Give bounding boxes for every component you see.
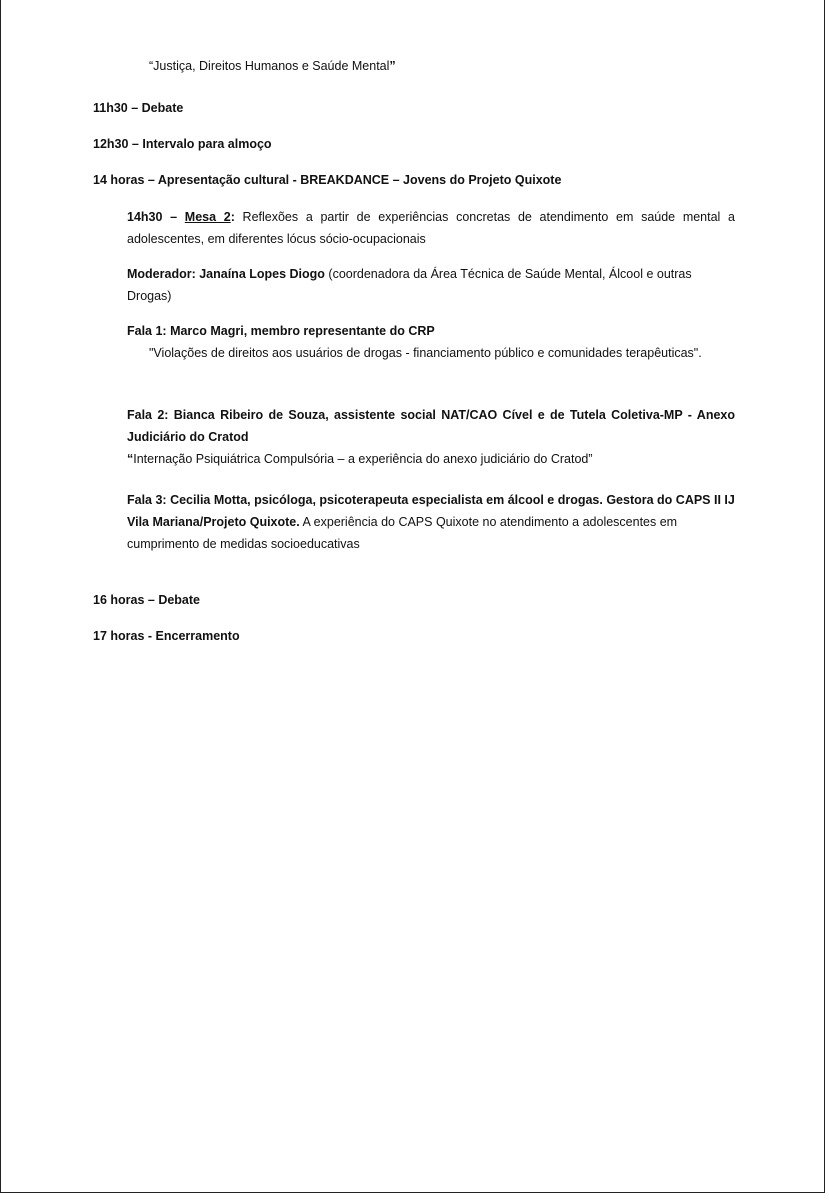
- fala3-desc: A experiência do CAPS Quixote no atendimento a adolescentes em cumprimento de medidas socioeducativas: [127, 515, 678, 551]
- schedule-item-1230: 12h30 – Intervalo para almoço: [93, 137, 272, 151]
- fala2-quote-line: [127, 448, 735, 470]
- moderador-label: Moderador: Janaína Lopes Diogo: [127, 267, 325, 281]
- schedule-item-1400: 14 horas – Apresentação cultural - BREAKDANCE – Jovens do Projeto Quixote: [93, 173, 562, 187]
- fala1-quote: "Violações de direitos aos usuários de drogas - financiamento público e comunidades terapêuticas".: [149, 346, 702, 360]
- mesa2-paragraph: [127, 206, 735, 250]
- schedule-item-1130: 11h30 – Debate: [93, 101, 184, 115]
- fala1-title: Fala 1: Marco Magri, membro representante do CRP: [127, 324, 435, 338]
- fala2-quote: Internação Psiquiátrica Compulsória – a experiência do anexo judiciário do Cratod”: [133, 452, 593, 466]
- mesa2-description: Reflexões a partir de experiências concretas de atendimento em saúde mental a adolescentes, em diferentes lócus sócio-ocupacionais: [127, 210, 735, 246]
- fala2-title: Fala 2: Bianca Ribeiro de Souza, assistente social NAT/CAO Cível e de Tutela Coletiva-MP - Anexo Judiciário do Cratod: [127, 408, 735, 444]
- fala2-block: [127, 404, 735, 470]
- fala1-block: [127, 320, 735, 364]
- fala3-block: [127, 489, 735, 555]
- fala2-quote-open: “: [127, 452, 134, 466]
- mesa2-time: 14h30 –: [127, 210, 178, 224]
- schedule-item-1600: 16 horas – Debate: [93, 593, 200, 607]
- schedule-item-1700: 17 horas - Encerramento: [93, 629, 240, 643]
- mesa2-label: Mesa 2: [184, 210, 231, 224]
- moderador-desc: (coordenadora da Área Técnica de Saúde Mental, Álcool e outras Drogas): [127, 267, 692, 303]
- moderador-paragraph: [127, 263, 735, 307]
- quote-text: Justiça, Direitos Humanos e Saúde Mental: [153, 59, 390, 73]
- opening-quote-line: [149, 59, 396, 73]
- quote-open-mark: “: [149, 59, 154, 73]
- mesa2-colon: :: [230, 210, 235, 224]
- fala3-title: Fala 3: Cecilia Motta, psicóloga, psicoterapeuta especialista em álcool e drogas. Gestora do CAPS II IJ Vila Mariana/Projeto Quixote.: [127, 493, 735, 529]
- quote-close-mark: ”: [389, 59, 396, 73]
